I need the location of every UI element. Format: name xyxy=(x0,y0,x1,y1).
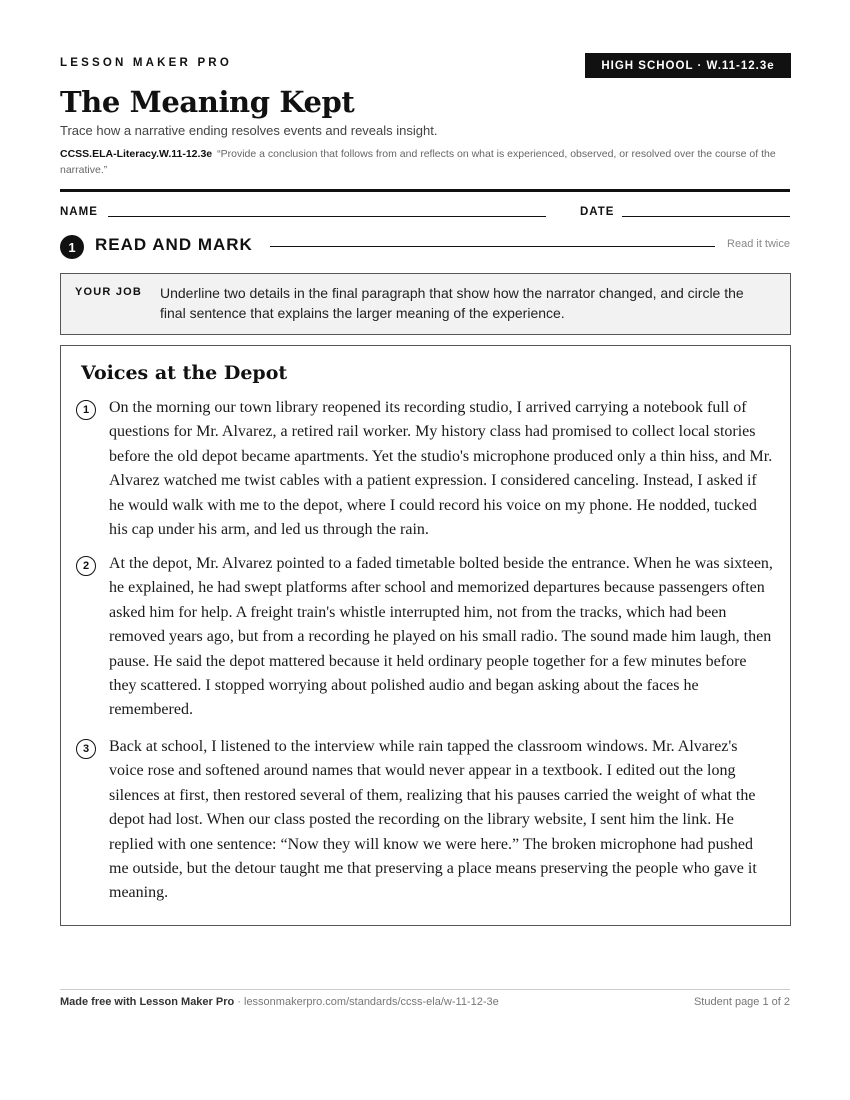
footer-url[interactable]: · lessonmakerpro.com/standards/ccss-ela/w-11-12-3e xyxy=(234,996,499,1008)
instructions-box xyxy=(60,273,791,335)
grade-standard-badge: HIGH SCHOOL · W.11-12.3e xyxy=(585,53,791,78)
name-field[interactable] xyxy=(108,216,546,217)
instructions-text: Underline two details in the final paragraph that show how the narrator changed, and circle the final sentence that explains the larger meaning of the experience. xyxy=(160,285,744,321)
date-label: DATE xyxy=(580,206,615,218)
passage-paragraph: On the morning our town library reopened its recording studio, I arrived carrying a notebook full of questions for Mr. Alvarez, a retired rail worker. My history class had promised to collect local stories before the old depot became apartments. Yet the studio's microphone produced only a thin hiss, and Mr. Alvarez watched me twist cables with a patient expression. I considered canceling. Instead, I asked if he would walk with me to the depot, where I could record his voice on my phone. He nodded, tucked his cap under his arm, and led us through the rain. xyxy=(109,399,773,539)
standard-code: CCSS.ELA-Literacy.W.11-12.3e xyxy=(60,148,213,160)
footer-made-with: Made free with Lesson Maker Pro xyxy=(60,996,235,1008)
brand-name: LESSON MAKER PRO xyxy=(60,57,232,69)
step-title: READ AND MARK xyxy=(95,235,253,254)
passage-paragraph: At the depot, Mr. Alvarez pointed to a faded timetable bolted beside the entrance. When he was sixteen, he explained, he had swept platforms after school and memorized departures because passengers often asked him for help. A freight train's whistle interrupted him, not from the tracks, which had been removed years ago, but from a recording he played on his small radio. The sound made him laugh, then pause. He said the depot mattered because it held ordinary people together for a few minutes before they scattered. I stopped worrying about polished audio and began asking about the faces he remembered. xyxy=(109,555,773,719)
date-field[interactable] xyxy=(622,216,790,217)
paragraph-number: 1 xyxy=(76,400,96,420)
reading-passage xyxy=(60,345,791,926)
instructions-label: YOUR JOB xyxy=(75,286,143,298)
worksheet-subtitle: Trace how a narrative ending resolves events and reveals insight. xyxy=(60,123,438,138)
step-divider xyxy=(270,246,715,247)
name-label: NAME xyxy=(60,206,98,218)
footer-page-number: Student page 1 of 2 xyxy=(693,996,790,1008)
step-number-badge: 1 xyxy=(60,235,84,259)
footer-divider xyxy=(60,989,790,990)
standard-reference xyxy=(60,147,790,178)
standard-quote: “Provide a conclusion that follows from and reflects on what is experienced, observed, or resolved over the course of the narrative.” xyxy=(60,148,776,176)
worksheet-title: The Meaning Kept xyxy=(60,85,355,119)
step-hint: Read it twice xyxy=(727,238,790,250)
passage-paragraph: Back at school, I listened to the interview while rain tapped the classroom windows. Mr. Alvarez's voice rose and softened around names that would never appear in a textbook. I edited out the long silences at first, then restored several of them, realizing that his pauses carried the weight of what the depot had lost. When our class posted the recording on the library website, I sent him the link. He replied with one sentence: “Now they will know we were here.” The broken microphone had pushed me outside, but the detour taught me that preserving a place means preserving the people who gave it meaning. xyxy=(109,738,757,902)
paragraph-number: 2 xyxy=(76,556,96,576)
footer-credit xyxy=(60,996,499,1008)
paragraph-number: 3 xyxy=(76,739,96,759)
header-divider xyxy=(60,189,790,192)
passage-title: Voices at the Depot xyxy=(81,362,288,384)
